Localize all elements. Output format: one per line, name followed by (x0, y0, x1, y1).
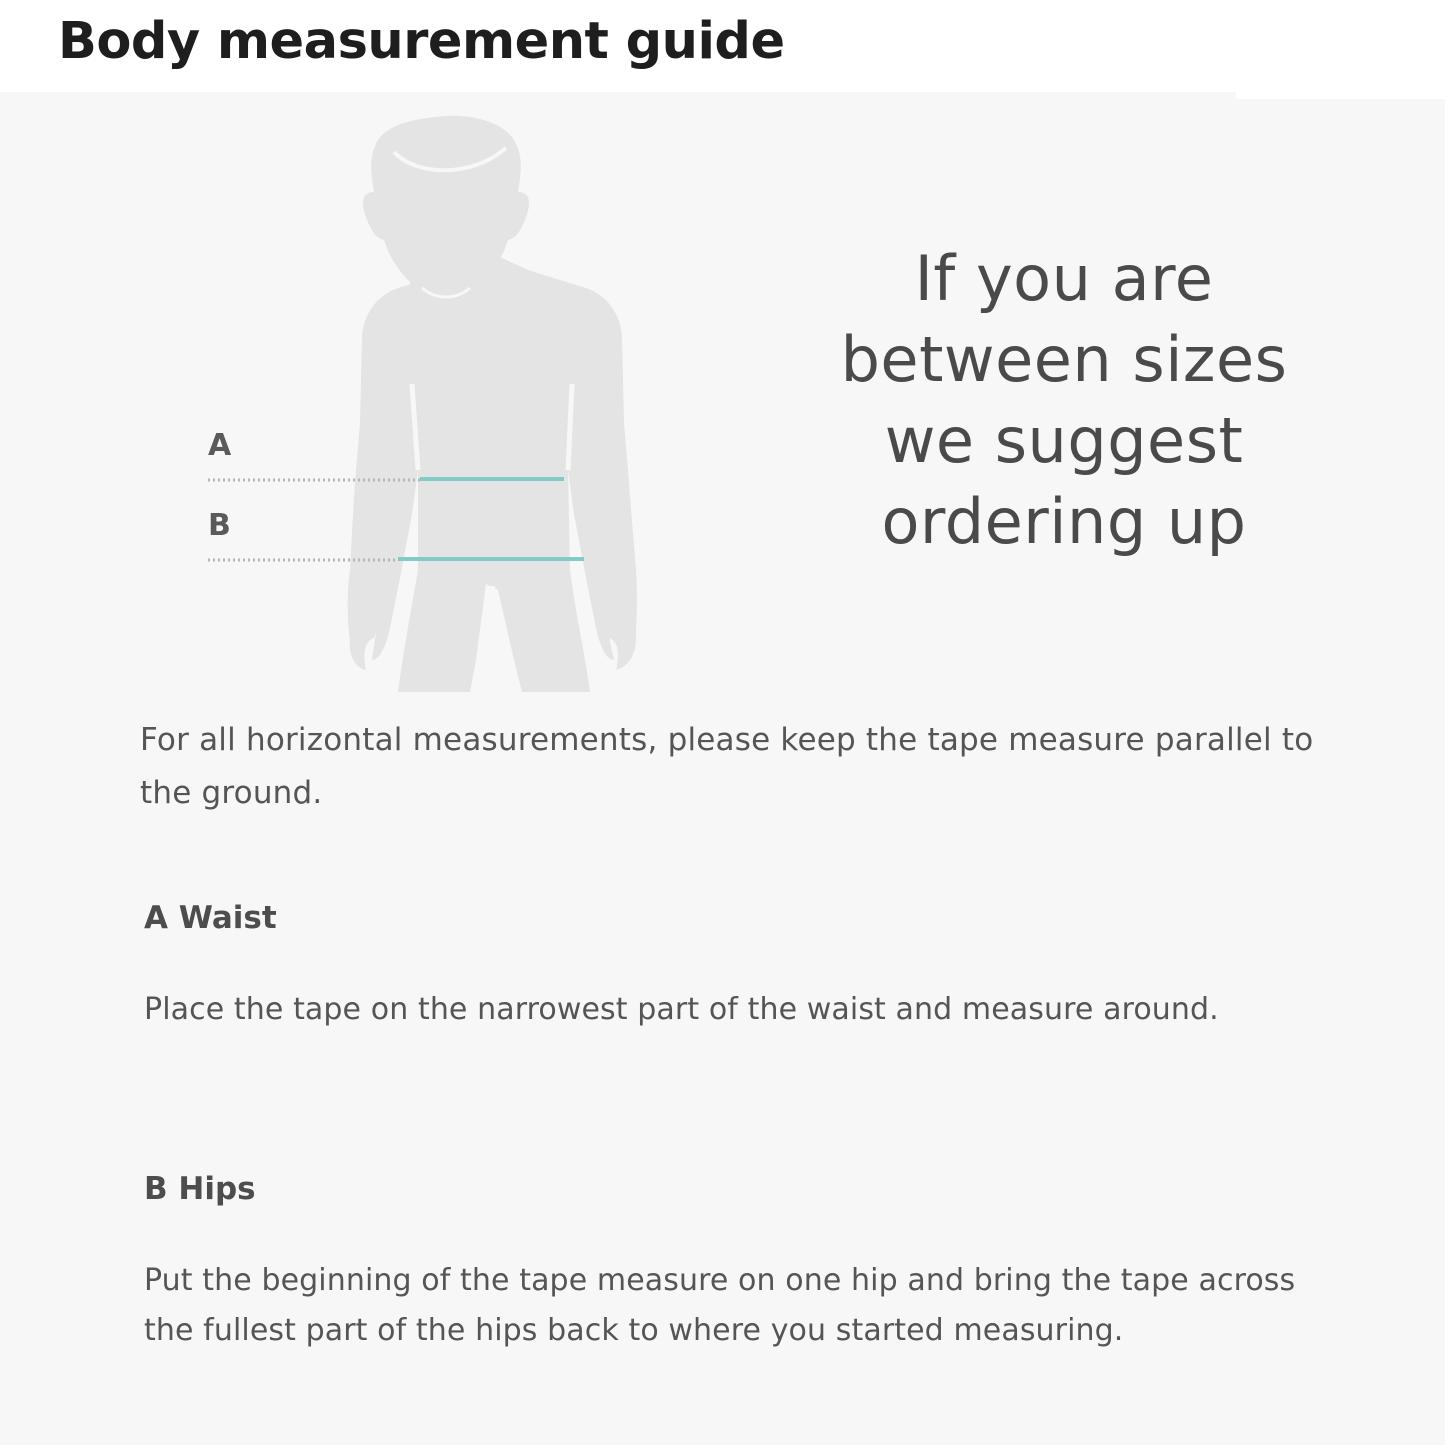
suggestion-line: ordering up (881, 485, 1247, 558)
suggestion-line: we suggest (884, 404, 1244, 477)
header (0, 0, 1445, 92)
suggestion-line: If you are (914, 242, 1214, 315)
header-notch (1236, 92, 1445, 99)
page-title: Body measurement guide (58, 12, 785, 71)
body-silhouette-icon (190, 100, 670, 692)
body-figure (190, 100, 670, 692)
hips-heading: B Hips (144, 1171, 256, 1207)
suggestion-line: between sizes (840, 323, 1288, 396)
marker-b-label: B (208, 508, 231, 543)
hips-text: Put the beginning of the tape measure on one hip and bring the tape across the fullest part of the hips back to where you started measuring. (144, 1263, 1296, 1348)
waist-text: Place the tape on the narrowest part of the waist and measure around. (144, 992, 1219, 1027)
intro-text: For all horizontal measurements, please keep the tape measure parallel to the ground. (140, 722, 1314, 811)
waist-heading: A Waist (144, 900, 277, 936)
size-suggestion (814, 238, 1314, 562)
marker-a-label: A (208, 428, 232, 463)
